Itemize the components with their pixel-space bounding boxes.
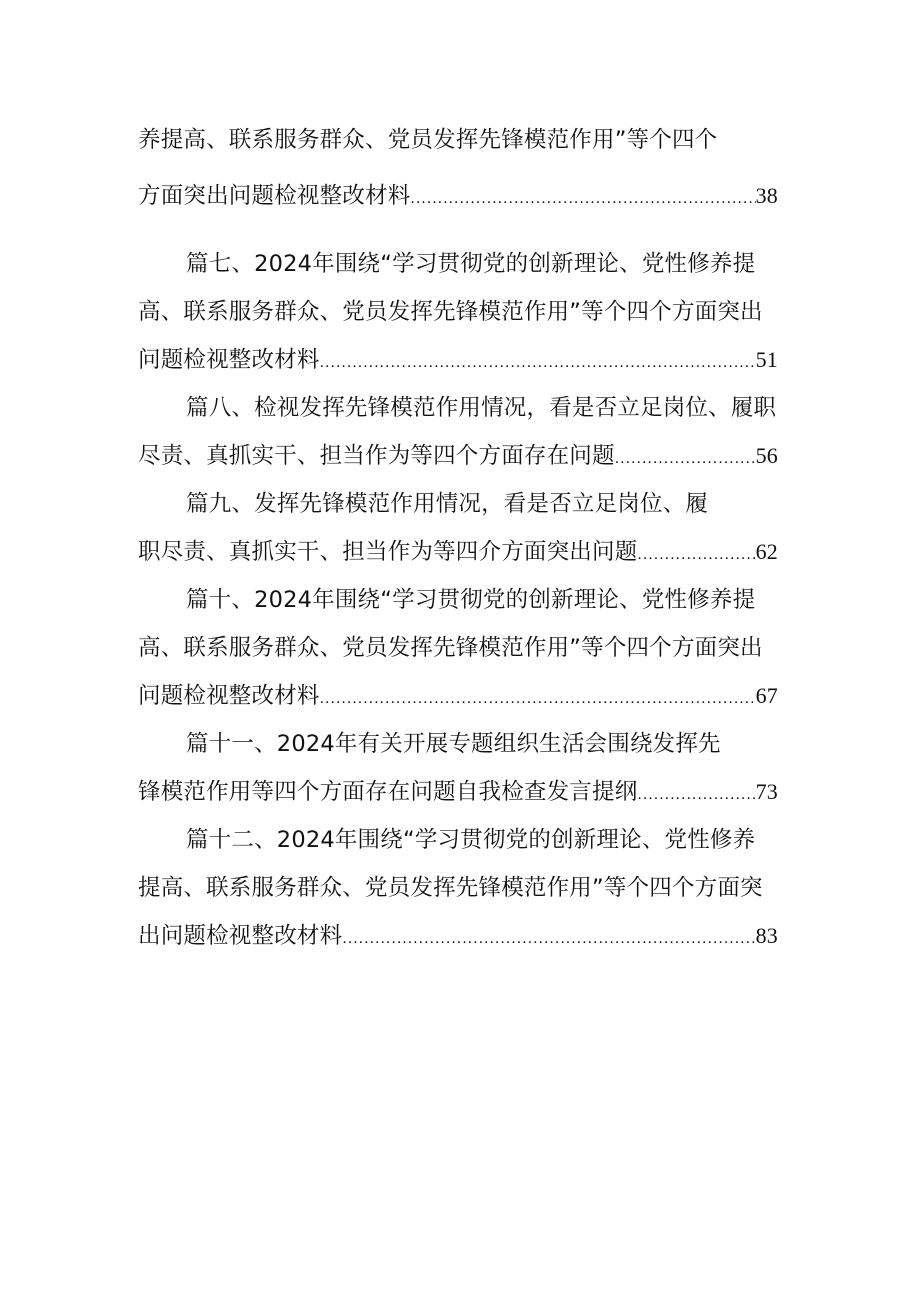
- toc-leader-dots: [410, 183, 755, 215]
- toc-page-number: 51: [755, 347, 778, 372]
- toc-entry-row[interactable]: [138, 776, 778, 808]
- toc-line: 篇九、发挥先锋模范作用情况，看是否立足岗位、履: [186, 491, 709, 517]
- toc-line: 高、联系服务群众、党员发挥先锋模范作用”等个四个方面突出: [138, 635, 763, 661]
- toc-page-number: 73: [755, 779, 778, 804]
- toc-page-number: 67: [755, 683, 778, 708]
- toc-leader-dots: [637, 779, 755, 811]
- toc-entry-text: 问题检视整改材料: [138, 683, 320, 709]
- toc-line: 篇八、检视发挥先锋模范作用情况，看是否立足岗位、履职: [186, 395, 777, 421]
- toc-entry-row[interactable]: [138, 344, 778, 376]
- toc-page-number: 83: [755, 923, 778, 948]
- toc-line: 养提高、联系服务群众、党员发挥先锋模范作用”等个四个: [138, 127, 718, 153]
- toc-page-number: 56: [755, 443, 778, 468]
- toc-leader-dots: [342, 923, 755, 955]
- toc-entry-row[interactable]: [138, 680, 778, 712]
- toc-line: 篇七、2024年围绕“学习贯彻党的创新理论、党性修养提: [186, 251, 756, 277]
- toc-line: 篇十二、2024年围绕“学习贯彻党的创新理论、党性修养: [186, 827, 756, 853]
- toc-line: 篇十、2024年围绕“学习贯彻党的创新理论、党性修养提: [186, 587, 756, 613]
- toc-line: 高、联系服务群众、党员发挥先锋模范作用”等个四个方面突出: [138, 299, 763, 325]
- toc-page-number: 62: [755, 539, 778, 564]
- toc-leader-dots: [320, 347, 756, 379]
- toc-entry-row[interactable]: [138, 920, 778, 952]
- toc-leader-dots: [637, 539, 755, 571]
- toc-entry-text: 问题检视整改材料: [138, 347, 320, 373]
- toc-entry-row[interactable]: [138, 440, 778, 472]
- toc-entry-text: 方面突出问题检视整改材料: [138, 183, 411, 209]
- toc-line: 提高、联系服务群众、党员发挥先锋模范作用”等个四个方面突: [138, 875, 763, 901]
- toc-entry-row[interactable]: [138, 536, 778, 568]
- toc-leader-dots: [615, 443, 756, 475]
- toc-entry-row[interactable]: [138, 180, 778, 212]
- toc-line: 篇十一、2024年有关开展专题组织生活会围绕发挥先: [186, 731, 721, 757]
- toc-entry-text: 职尽责、真抓实干、担当作为等四介方面突出问题: [138, 539, 638, 565]
- toc-entry-text: 锋模范作用等四个方面存在问题自我检查发言提纲: [138, 779, 638, 805]
- toc-page-number: 38: [755, 183, 778, 208]
- toc-entry-text: 出问题检视整改材料: [138, 923, 343, 949]
- toc-entry-text: 尽责、真抓实干、担当作为等四个方面存在问题: [138, 443, 615, 469]
- toc-leader-dots: [320, 683, 756, 715]
